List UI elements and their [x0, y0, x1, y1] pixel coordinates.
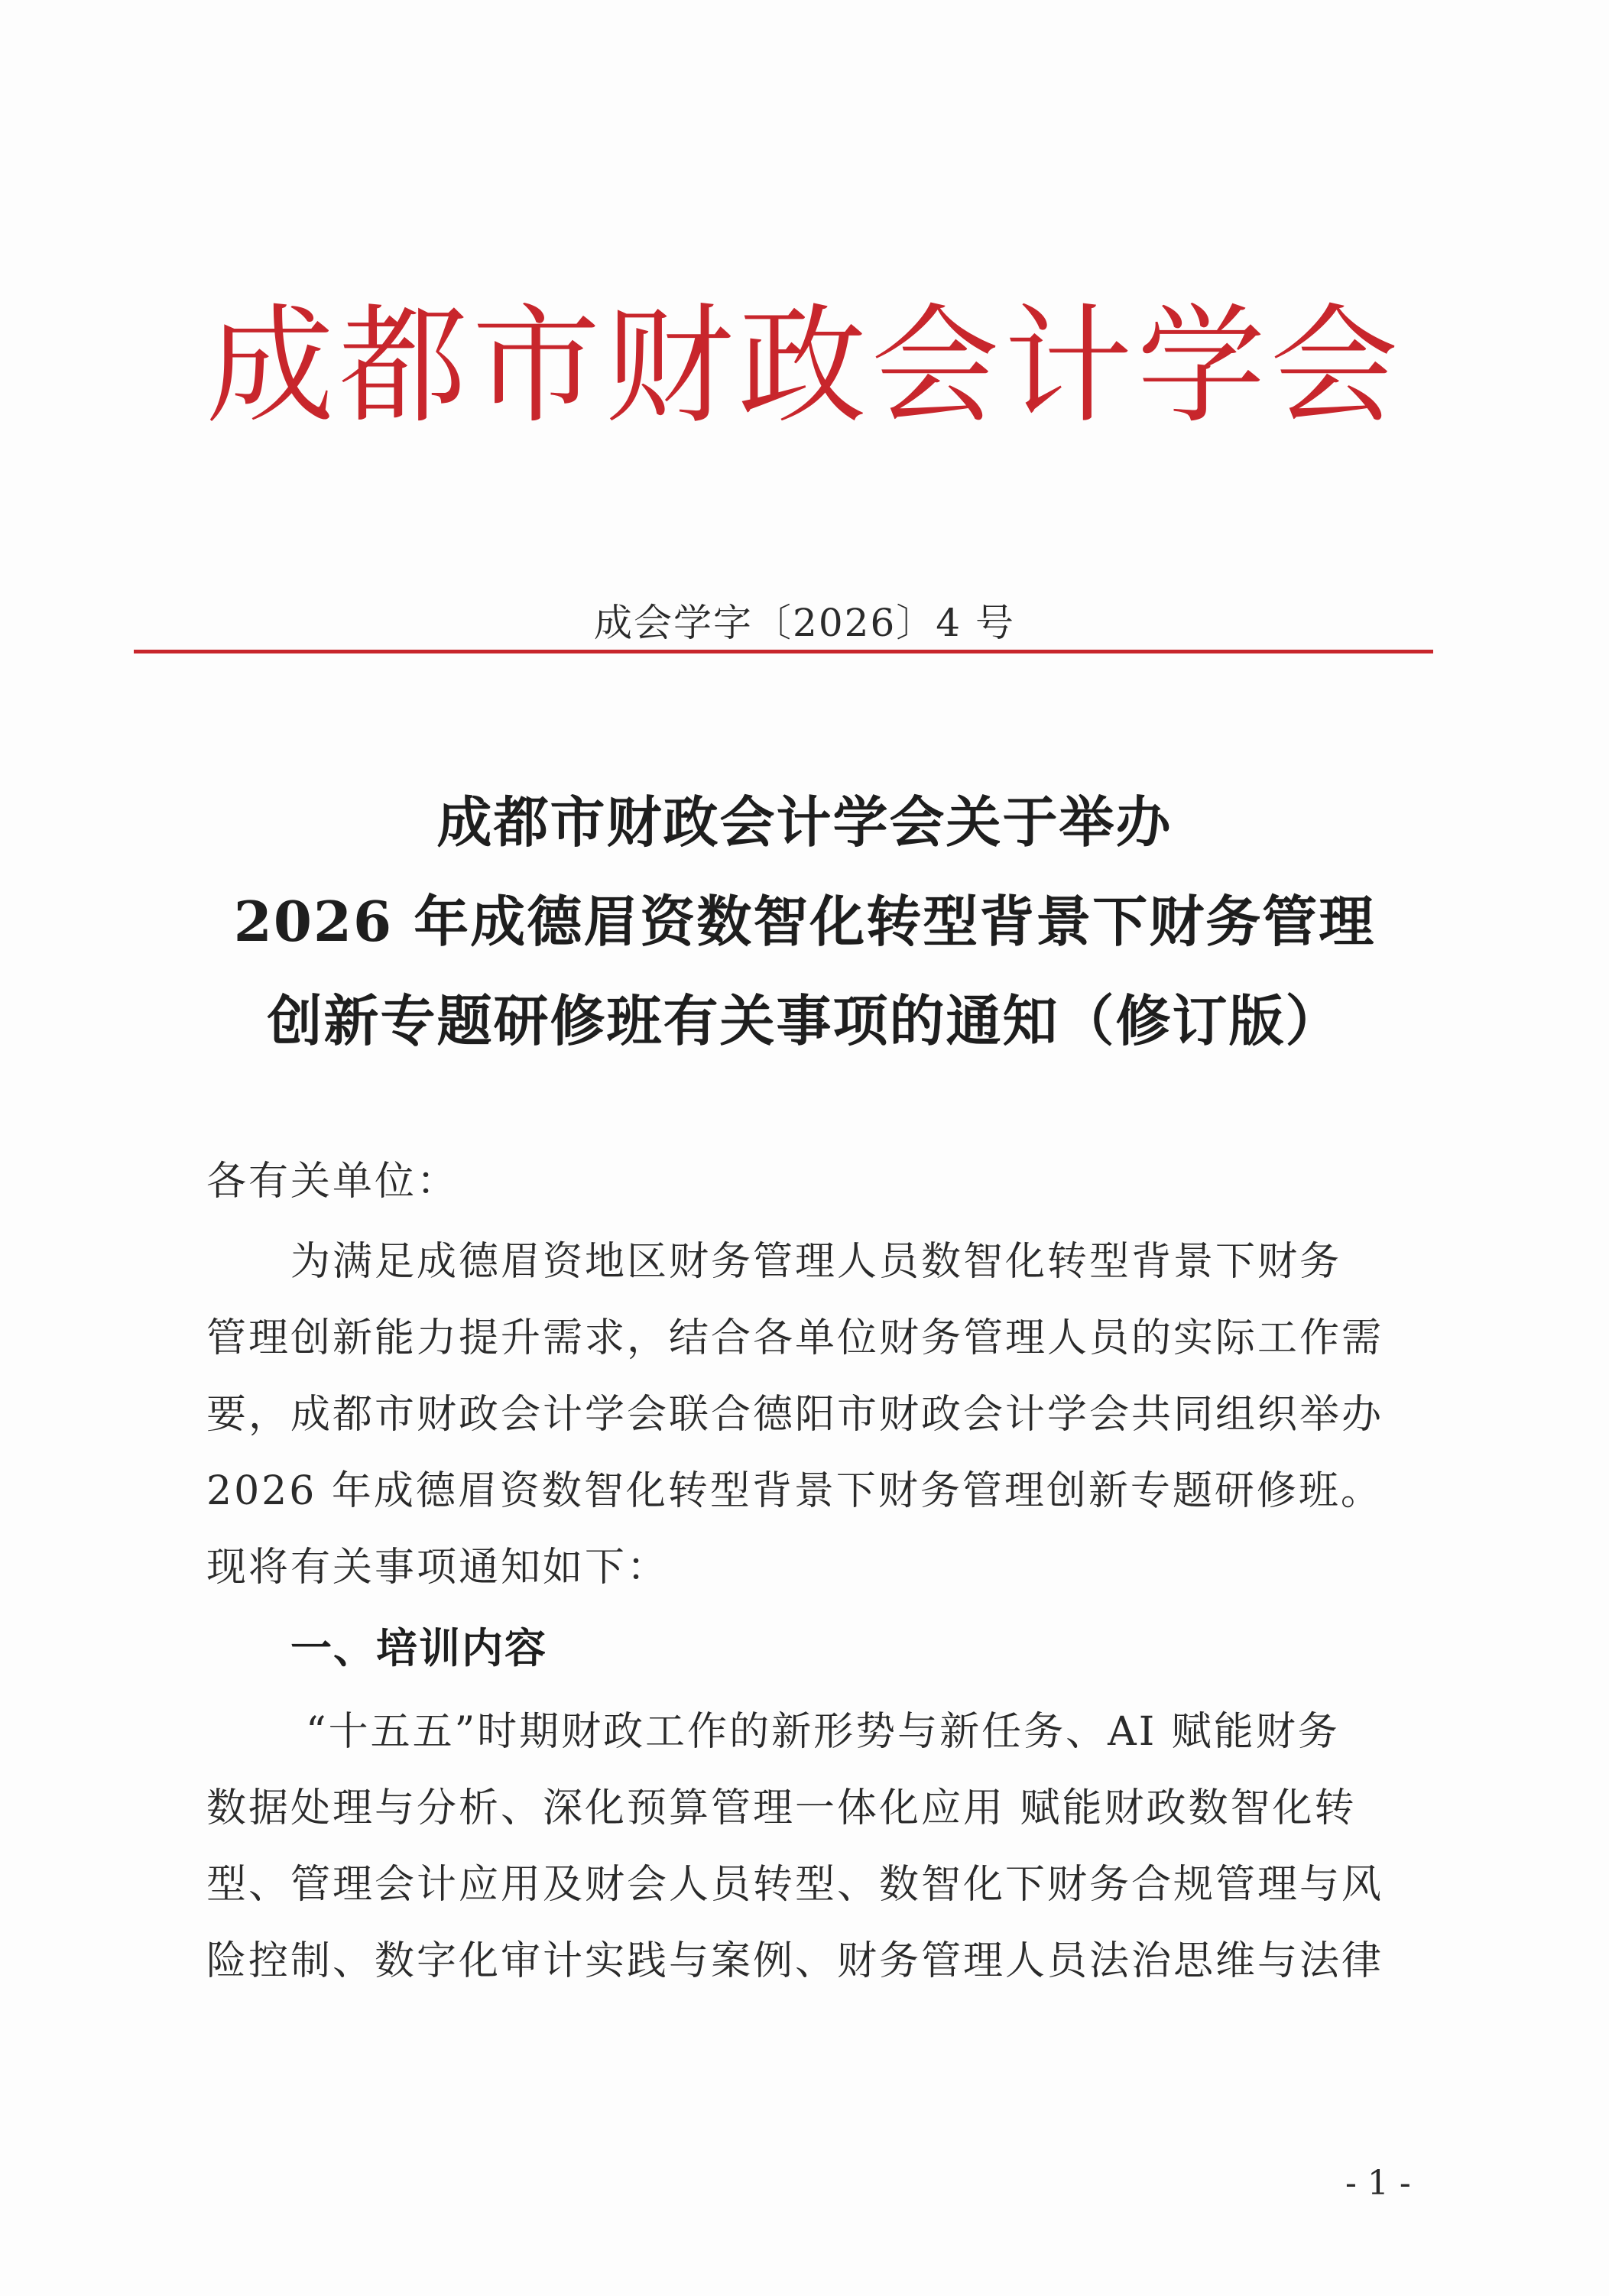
page-number: - 1 -: [1345, 2164, 1411, 2203]
section-1-heading: 一、培训内容: [290, 1624, 547, 1672]
title-line-2: 2026 年成德眉资数智化转型背景下财务管理: [233, 889, 1376, 954]
letterhead-org-name: 成都市财政会计学会: [206, 291, 1403, 441]
section-1-line-1: “十五五”时期财政工作的新形势与新任务、AI 赋能财务: [306, 1709, 1340, 1755]
section-1-line-2: 数据处理与分析、深化预算管理一体化应用 赋能财政数智化转: [206, 1785, 1357, 1831]
title-line-3: 创新专题研修班有关事项的通知（修订版）: [267, 988, 1342, 1053]
intro-line-1: 为满足成德眉资地区财务管理人员数智化转型背景下财务: [290, 1239, 1342, 1285]
intro-line-3: 要，成都市财政会计学会联合德阳市财政会计学会共同组织举办: [206, 1392, 1384, 1438]
section-1-line-4: 险控制、数字化审计实践与案例、财务管理人员法治思维与法律: [206, 1938, 1384, 1984]
salutation: 各有关单位：: [206, 1159, 459, 1205]
document-number: 成会学字〔2026〕4 号: [594, 601, 1015, 645]
intro-line-5: 现将有关事项通知如下：: [206, 1545, 670, 1591]
red-divider-line: [134, 650, 1433, 653]
title-line-1: 成都市财政会计学会关于举办: [436, 790, 1173, 855]
intro-line-4: 2026 年成德眉资数智化转型背景下财务管理创新专题研修班。: [206, 1468, 1383, 1514]
section-1-line-3: 型、管理会计应用及财会人员转型、数智化下财务合规管理与风: [206, 1862, 1384, 1908]
intro-line-2: 管理创新能力提升需求，结合各单位财务管理人员的实际工作需: [206, 1315, 1384, 1361]
